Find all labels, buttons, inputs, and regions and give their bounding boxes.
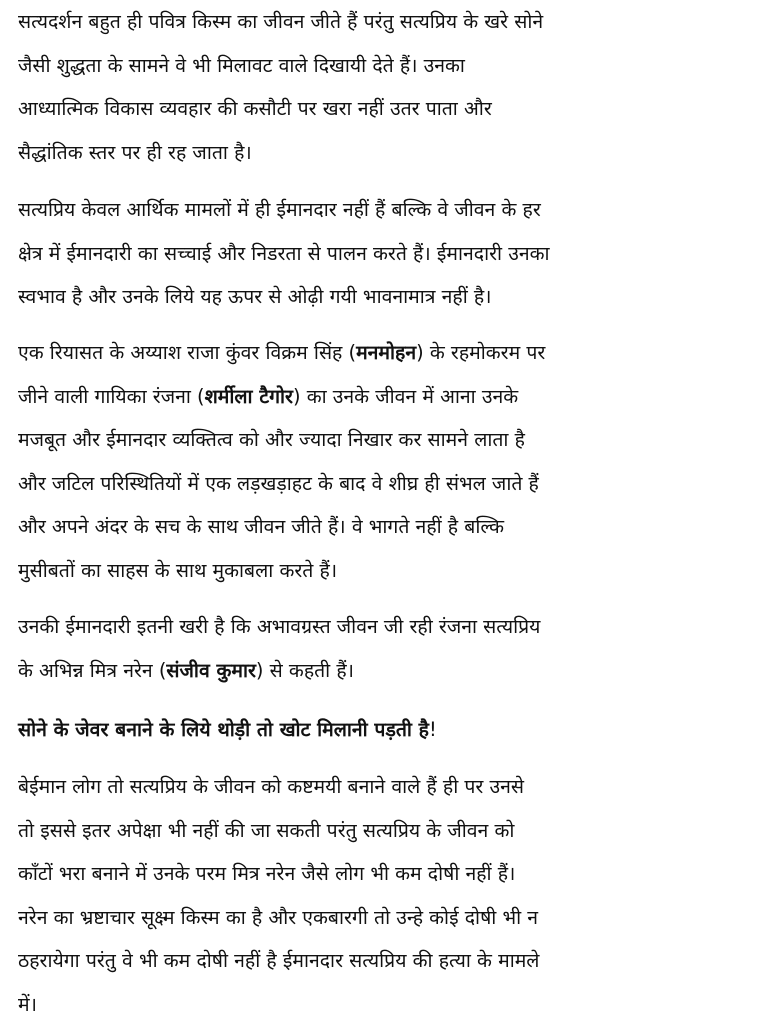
- text-line: बेईमान लोग तो सत्यप्रिय के जीवन को कष्टमयी बनाने वाले हैं ही पर उनसे: [18, 765, 746, 809]
- paragraph-2: [18, 188, 746, 319]
- text-line: मजबूत और ईमानदार व्यक्तित्व को और ज्यादा निखार कर सामने लाता है: [18, 418, 746, 462]
- text-line: [18, 649, 746, 693]
- text-line: सत्यदर्शन बहुत ही पवित्र किस्म का जीवन जीते हैं परंतु सत्यप्रिय के खरे सोने: [18, 0, 746, 44]
- text-segment: के अभिन्न मित्र नरेन (: [18, 659, 166, 682]
- text-line: उनकी ईमानदारी इतनी खरी है कि अभावग्रस्त जीवन जी रही रंजना सत्यप्रिय: [18, 605, 746, 649]
- text-line: [18, 331, 746, 375]
- text-line: सैद्धांतिक स्तर पर ही रह जाता है।: [18, 131, 746, 175]
- paragraph-5-quote: [18, 708, 746, 752]
- text-line: स्वभाव है और उनके लिये यह ऊपर से ओढ़ी गयी भावनामात्र नहीं है।: [18, 275, 746, 319]
- text-segment: !: [429, 718, 437, 741]
- text-line: जैसी शुद्धता के सामने वे भी मिलावट वाले दिखायी देते हैं। उनका: [18, 44, 746, 88]
- quote-text: सोने के जेवर बनाने के लिये थोड़ी तो खोट मिलानी पड़ती है: [18, 718, 429, 741]
- text-line: नरेन का भ्रष्टाचार सूक्ष्म किस्म का है और एकबारगी तो उन्हे कोई दोषी भी न: [18, 896, 746, 940]
- paragraph-4: [18, 605, 746, 692]
- text-line: में।: [18, 983, 746, 1026]
- text-segment: ) का उनके जीवन में आना उनके: [293, 385, 518, 408]
- text-line: काँटों भरा बनाने में उनके परम मित्र नरेन जैसे लोग भी कम दोषी नहीं हैं।: [18, 852, 746, 896]
- text-segment: जीने वाली गायिका रंजना (: [18, 385, 205, 408]
- text-segment: ) से कहती हैं।: [256, 659, 354, 682]
- text-line: और जटिल परिस्थितियों में एक लड़खड़ाहट के बाद वे शीघ्र ही संभल जाते हैं: [18, 462, 746, 506]
- text-line: क्षेत्र में ईमानदारी का सच्चाई और निडरता से पालन करते हैं। ईमानदारी उनका: [18, 232, 746, 276]
- actor-name-sanjeev-kumar: संजीव कुमार: [166, 659, 256, 682]
- text-line: [18, 708, 746, 752]
- text-line: सत्यप्रिय केवल आर्थिक मामलों में ही ईमानदार नहीं हैं बल्कि वे जीवन के हर: [18, 188, 746, 232]
- text-line: ठहरायेगा परंतु वे भी कम दोषी नहीं है ईमानदार सत्यप्रिय की हत्या के मामले: [18, 939, 746, 983]
- paragraph-6: [18, 765, 746, 1026]
- paragraph-3: [18, 331, 746, 592]
- text-segment: एक रियासत के अय्याश राजा कुंवर विक्रम सिंह (: [18, 341, 356, 364]
- actor-name-sharmila-tagore: शर्मीला टैगोर: [205, 385, 293, 408]
- text-line: और अपने अंदर के सच के साथ जीवन जीते हैं। वे भागते नहीं है बल्कि: [18, 505, 746, 549]
- text-line: आध्यात्मिक विकास व्यवहार की कसौटी पर खरा नहीं उतर पाता और: [18, 87, 746, 131]
- text-line: तो इससे इतर अपेक्षा भी नहीं की जा सकती परंतु सत्यप्रिय के जीवन को: [18, 809, 746, 853]
- actor-name-manmohan: मनमोहन: [356, 341, 416, 364]
- paragraph-1: [18, 0, 746, 174]
- text-segment: ) के रहमोकरम पर: [416, 341, 545, 364]
- text-line: [18, 375, 746, 419]
- text-line: मुसीबतों का साहस के साथ मुकाबला करते हैं।: [18, 549, 746, 593]
